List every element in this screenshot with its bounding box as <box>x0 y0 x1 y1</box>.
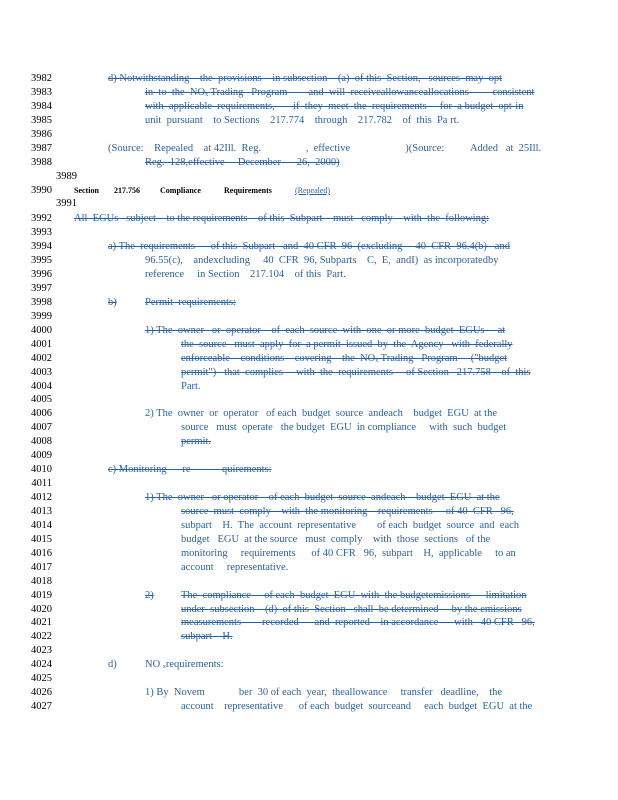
line-number: 3998 <box>31 297 52 308</box>
para-d-top-line: d) Notwithstanding the provisions in subsection (a) of this Section, sources may opt <box>108 73 502 84</box>
para-c1-line: monitoring requirements of 40 CFR 96, subpart H, applicable to an <box>181 548 516 559</box>
line-number: 4021 <box>31 617 52 628</box>
line-number: 3999 <box>31 311 52 322</box>
line-number: 4023 <box>31 645 52 656</box>
line-number: 4015 <box>31 534 52 545</box>
para-d1-line: 1) By Novem ber 30 of each year, theallowance transfer deadline, the <box>145 687 503 698</box>
para-c2-line: subpart H. <box>181 631 233 642</box>
line-number: 4000 <box>31 325 52 336</box>
section-status: (Repealed) <box>295 186 331 195</box>
line-number: 4020 <box>31 604 52 615</box>
para-b1-line: permit") that complies with the requirements of Section 217.758 of this <box>181 367 531 378</box>
para-d-text: NO ₓrequirements: <box>145 659 224 670</box>
line-number: 3987 <box>31 143 52 154</box>
para-d-top-line: unit pursuant to Sections 217.774 through 217.782 of this Pa rt. <box>145 115 460 126</box>
line-number: 4005 <box>31 394 52 405</box>
para-c2-line: measurements recorded and reported in accordance with 40 CFR 96, <box>181 617 535 628</box>
line-number: 3991 <box>56 198 77 209</box>
line-number: 4025 <box>31 673 52 684</box>
line-number: 4007 <box>31 422 52 433</box>
line-number: 4014 <box>31 520 52 531</box>
section-title: Compliance <box>160 186 201 195</box>
section-title: Requirements <box>224 186 272 195</box>
para-b-label: b) <box>108 297 117 308</box>
para-b1-line: Part. <box>181 381 201 392</box>
source-note-line: (Source: Repealed at 42Ill. Reg. , effective )(Source: Added at 25Ill. <box>108 143 542 154</box>
para-d-label: d) <box>108 659 117 670</box>
para-d1-line: account representative of each budget sourceand each budget EGU at the <box>181 701 533 712</box>
line-number: 4027 <box>31 701 52 712</box>
para-b1-line: the source must apply for a permit issued by the Agency with federally <box>181 339 513 350</box>
para-b1-line: 1) The owner or operator of each source with one or more budget EGUs at <box>145 325 506 336</box>
para-b1-line: enforceable conditions covering the NOₓ Trading Program ("budget <box>181 353 508 364</box>
source-note-line: Reg. 128,effective December 26, 2000) <box>145 157 340 168</box>
line-number: 3994 <box>31 241 52 252</box>
line-number: 4006 <box>31 408 52 419</box>
line-number: 4011 <box>31 478 52 489</box>
para-b2-line: permit. <box>181 436 212 447</box>
line-number: 4022 <box>31 631 52 642</box>
section-number: 217.756 <box>114 186 140 195</box>
line-number: 3990 <box>31 185 52 196</box>
para-c1-line: subpart H. The account representative of each budget source and each <box>181 520 520 531</box>
para-a-line: a) The requirements of this Subpart and 40 CFR 96 (excluding 40 CFR 96.4(b) and <box>108 241 510 252</box>
line-number: 3992 <box>31 213 52 224</box>
line-number: 4002 <box>31 353 52 364</box>
intro-text: All EGUs subject to the requirements of this Subpart must comply with the following: <box>74 213 489 224</box>
line-number: 3983 <box>31 87 52 98</box>
line-number: 4010 <box>31 464 52 475</box>
para-b2-line: 2) The owner or operator of each budget source andeach budget EGU at the <box>145 408 498 419</box>
line-number: 3985 <box>31 115 52 126</box>
line-number: 4009 <box>31 450 52 461</box>
para-c-heading: c) Monitoring re quirements: <box>108 464 272 475</box>
line-number: 4024 <box>31 659 52 670</box>
para-c1-line: account representative. <box>181 562 289 573</box>
line-number: 3997 <box>31 283 52 294</box>
line-number: 4008 <box>31 436 52 447</box>
para-c1-line: budget EGU at the source must comply with those sections of the <box>181 534 491 545</box>
para-d-top-line: with applicable requirements, if they meet the requirements for a budget opt-in <box>145 101 524 112</box>
line-number: 3986 <box>31 129 52 140</box>
para-a-line: 96.55(c), andexcluding 40 CFR 96, Subparts C, E, andI) as incorporatedby <box>145 255 499 266</box>
line-number: 4003 <box>31 367 52 378</box>
line-number: 3995 <box>31 255 52 266</box>
para-c2-line: The compliance of each budget EGU with the budgetemissions limitation <box>181 590 527 601</box>
line-number: 3996 <box>31 269 52 280</box>
line-number: 4016 <box>31 548 52 559</box>
para-a-line: reference in Section 217.104 of this Part. <box>145 269 346 280</box>
line-number: 4019 <box>31 590 52 601</box>
line-number: 4026 <box>31 687 52 698</box>
line-number: 3982 <box>31 73 52 84</box>
para-b-heading: Permit requirements: <box>145 297 236 308</box>
line-number: 3984 <box>31 101 52 112</box>
line-number: 4017 <box>31 562 52 573</box>
line-number: 4013 <box>31 506 52 517</box>
line-number: 4012 <box>31 492 52 503</box>
para-c1-line: source must comply with the monitoring requirements of 40 CFR 96, <box>181 506 514 517</box>
para-c1-line: 1) The owner or operator of each budget source andeach budget EGU at the <box>145 492 500 503</box>
line-number: 3993 <box>31 227 52 238</box>
para-c2-label: 2) <box>145 590 154 601</box>
line-number: 4001 <box>31 339 52 350</box>
para-b2-line: source must operate the budget EGU in compliance with such budget <box>181 422 507 433</box>
para-c2-line: under subsection (d) of this Section shall be determined by the emissions <box>181 604 522 615</box>
para-d-top-line: in to the NOₓ Trading Program and will receiveallowanceallocations consistent <box>145 87 535 98</box>
line-number: 4004 <box>31 381 52 392</box>
section-label: Section <box>74 186 99 195</box>
line-number: 4018 <box>31 576 52 587</box>
line-number: 3988 <box>31 157 52 168</box>
line-number: 3989 <box>56 171 77 182</box>
